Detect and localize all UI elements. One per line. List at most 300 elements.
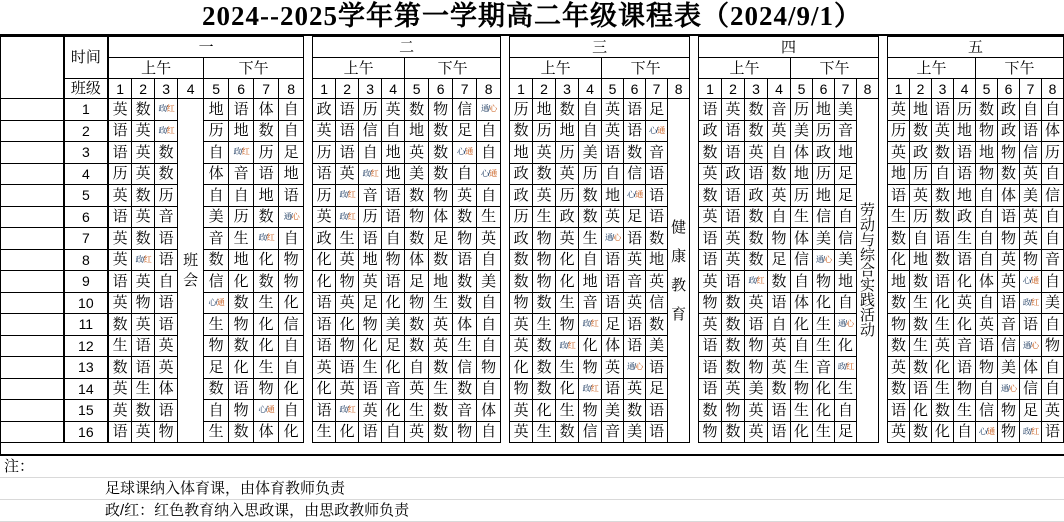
- schedule-cell[interactable]: 英: [510, 314, 533, 336]
- schedule-cell[interactable]: 英: [533, 142, 556, 164]
- schedule-cell[interactable]: 历: [887, 120, 909, 142]
- schedule-cell[interactable]: 政/红: [579, 314, 602, 336]
- schedule-cell[interactable]: 自: [279, 400, 304, 422]
- schedule-cell[interactable]: 语: [768, 421, 791, 443]
- schedule-cell[interactable]: 音: [359, 185, 382, 207]
- schedule-cell[interactable]: 化: [556, 249, 579, 271]
- schedule-cell[interactable]: 数: [997, 163, 1019, 185]
- schedule-cell[interactable]: 自: [1041, 228, 1063, 250]
- schedule-cell[interactable]: 通/心: [835, 314, 857, 336]
- schedule-cell[interactable]: 地: [791, 163, 813, 185]
- schedule-cell[interactable]: 化: [953, 271, 975, 293]
- schedule-cell[interactable]: 英: [1019, 206, 1041, 228]
- schedule-cell[interactable]: 英: [336, 378, 359, 400]
- schedule-cell[interactable]: 自: [768, 142, 791, 164]
- schedule-cell[interactable]: 政/红: [1019, 292, 1041, 314]
- schedule-cell[interactable]: 地: [429, 271, 453, 293]
- schedule-cell[interactable]: 语: [646, 206, 668, 228]
- schedule-cell[interactable]: 数: [931, 185, 953, 207]
- schedule-cell[interactable]: 化: [931, 292, 953, 314]
- schedule-cell[interactable]: 语: [722, 142, 745, 164]
- schedule-cell[interactable]: 数: [429, 120, 453, 142]
- schedule-cell[interactable]: 化: [533, 400, 556, 422]
- schedule-cell[interactable]: 语: [624, 335, 646, 357]
- class-number[interactable]: 16: [64, 421, 108, 443]
- afternoon-header[interactable]: 下午: [204, 58, 304, 79]
- schedule-cell[interactable]: 生: [132, 378, 155, 400]
- period-number-cell[interactable]: 7: [835, 79, 857, 99]
- schedule-cell[interactable]: 政/红: [579, 378, 602, 400]
- schedule-cell[interactable]: 自: [579, 120, 602, 142]
- schedule-cell[interactable]: 信: [624, 163, 646, 185]
- schedule-cell[interactable]: 通/心: [624, 357, 646, 379]
- schedule-cell[interactable]: 数: [909, 314, 931, 336]
- schedule-cell[interactable]: 英: [997, 249, 1019, 271]
- schedule-cell[interactable]: 英: [405, 378, 429, 400]
- schedule-cell[interactable]: 地: [909, 249, 931, 271]
- schedule-cell[interactable]: 数: [887, 292, 909, 314]
- schedule-cell[interactable]: 自: [931, 163, 953, 185]
- schedule-cell[interactable]: 语: [254, 163, 279, 185]
- morning-header[interactable]: 上午: [109, 58, 204, 79]
- schedule-cell[interactable]: 英: [602, 120, 624, 142]
- morning-header[interactable]: 上午: [887, 58, 975, 79]
- schedule-cell[interactable]: 物: [975, 357, 997, 379]
- schedule-cell[interactable]: 物: [997, 421, 1019, 443]
- schedule-cell[interactable]: 自: [602, 163, 624, 185]
- schedule-cell[interactable]: 物: [791, 378, 813, 400]
- schedule-cell[interactable]: 音: [835, 120, 857, 142]
- schedule-cell[interactable]: 物: [997, 400, 1019, 422]
- schedule-cell[interactable]: 体: [254, 421, 279, 443]
- schedule-cell[interactable]: 数: [887, 228, 909, 250]
- schedule-cell[interactable]: 英: [722, 228, 745, 250]
- schedule-cell[interactable]: 地: [835, 142, 857, 164]
- schedule-cell[interactable]: 自: [1041, 99, 1063, 121]
- schedule-cell[interactable]: 英: [313, 120, 336, 142]
- schedule-cell[interactable]: 语: [745, 163, 768, 185]
- class-number[interactable]: 12: [64, 335, 108, 357]
- period-number-cell[interactable]: 2: [533, 79, 556, 99]
- schedule-cell[interactable]: 自: [835, 206, 857, 228]
- schedule-cell[interactable]: 足: [624, 206, 646, 228]
- schedule-cell[interactable]: 心/通: [254, 400, 279, 422]
- schedule-cell[interactable]: 音: [768, 99, 791, 121]
- schedule-cell[interactable]: 足: [382, 335, 405, 357]
- schedule-cell[interactable]: 自: [477, 142, 501, 164]
- schedule-cell[interactable]: 历: [556, 185, 579, 207]
- empty-row-cell[interactable]: [1, 228, 64, 250]
- schedule-cell[interactable]: 地: [579, 271, 602, 293]
- schedule-cell[interactable]: 生: [429, 292, 453, 314]
- schedule-cell[interactable]: 自: [477, 335, 501, 357]
- schedule-cell[interactable]: 英: [155, 335, 178, 357]
- schedule-cell[interactable]: 数: [533, 292, 556, 314]
- schedule-cell[interactable]: 英: [132, 142, 155, 164]
- schedule-cell[interactable]: 英: [722, 249, 745, 271]
- schedule-cell[interactable]: 体: [204, 163, 229, 185]
- schedule-cell[interactable]: 音: [155, 206, 178, 228]
- schedule-cell[interactable]: 心/通: [975, 421, 997, 443]
- schedule-cell[interactable]: 语: [975, 335, 997, 357]
- schedule-cell[interactable]: 语: [313, 314, 336, 336]
- period-number-cell[interactable]: 5: [405, 79, 429, 99]
- schedule-cell[interactable]: 地: [953, 120, 975, 142]
- schedule-cell[interactable]: 数: [229, 335, 254, 357]
- schedule-cell[interactable]: 心/通: [204, 292, 229, 314]
- schedule-cell[interactable]: 英: [313, 357, 336, 379]
- schedule-cell[interactable]: 语: [602, 142, 624, 164]
- schedule-cell[interactable]: 物: [254, 378, 279, 400]
- schedule-cell[interactable]: 历: [579, 163, 602, 185]
- schedule-cell[interactable]: 英: [887, 142, 909, 164]
- schedule-cell[interactable]: 历: [359, 99, 382, 121]
- schedule-cell[interactable]: 英: [556, 228, 579, 250]
- schedule-cell[interactable]: 数: [429, 249, 453, 271]
- schedule-cell[interactable]: 英: [109, 99, 132, 121]
- schedule-cell[interactable]: 化: [909, 400, 931, 422]
- schedule-cell[interactable]: 美: [602, 400, 624, 422]
- schedule-cell[interactable]: 语: [768, 400, 791, 422]
- schedule-cell[interactable]: 物: [533, 271, 556, 293]
- schedule-cell[interactable]: 物: [556, 314, 579, 336]
- schedule-cell[interactable]: 政/红: [1019, 421, 1041, 443]
- schedule-cell[interactable]: 化: [359, 335, 382, 357]
- schedule-cell[interactable]: 自: [477, 249, 501, 271]
- schedule-cell[interactable]: 生: [835, 378, 857, 400]
- schedule-cell[interactable]: 物: [155, 421, 178, 443]
- afternoon-header[interactable]: 下午: [602, 58, 690, 79]
- schedule-cell[interactable]: 信: [204, 271, 229, 293]
- schedule-cell[interactable]: 数: [254, 206, 279, 228]
- schedule-cell[interactable]: 地: [646, 249, 668, 271]
- schedule-cell[interactable]: 数: [429, 163, 453, 185]
- schedule-cell[interactable]: 英: [887, 357, 909, 379]
- schedule-cell[interactable]: 物: [510, 378, 533, 400]
- schedule-cell[interactable]: 地: [229, 120, 254, 142]
- schedule-cell[interactable]: 语: [646, 357, 668, 379]
- schedule-cell[interactable]: 物: [722, 400, 745, 422]
- schedule-cell[interactable]: 语: [313, 335, 336, 357]
- schedule-cell[interactable]: 历: [313, 142, 336, 164]
- schedule-cell[interactable]: 英: [931, 120, 953, 142]
- schedule-cell[interactable]: 语: [279, 185, 304, 207]
- class-number[interactable]: 7: [64, 228, 108, 250]
- schedule-cell[interactable]: 语: [1041, 421, 1063, 443]
- schedule-cell[interactable]: 物: [745, 335, 768, 357]
- schedule-cell[interactable]: 语: [155, 228, 178, 250]
- schedule-cell[interactable]: 数: [510, 249, 533, 271]
- schedule-cell[interactable]: 音: [813, 357, 835, 379]
- empty-row-cell[interactable]: [1, 99, 64, 121]
- schedule-cell[interactable]: 英: [953, 292, 975, 314]
- afternoon-header[interactable]: 下午: [405, 58, 501, 79]
- schedule-cell[interactable]: 英: [745, 142, 768, 164]
- schedule-cell[interactable]: 语: [887, 185, 909, 207]
- schedule-cell[interactable]: 信: [453, 357, 477, 379]
- schedule-cell[interactable]: 语: [722, 120, 745, 142]
- schedule-cell[interactable]: 信: [646, 292, 668, 314]
- schedule-cell[interactable]: 化: [279, 292, 304, 314]
- schedule-cell[interactable]: 英: [109, 249, 132, 271]
- schedule-cell[interactable]: 音: [997, 314, 1019, 336]
- schedule-cell[interactable]: 语: [155, 292, 178, 314]
- schedule-cell[interactable]: 英: [429, 335, 453, 357]
- schedule-cell[interactable]: 物: [699, 421, 722, 443]
- schedule-cell[interactable]: 信: [975, 400, 997, 422]
- schedule-cell[interactable]: 英: [109, 378, 132, 400]
- schedule-cell[interactable]: 英: [405, 142, 429, 164]
- schedule-cell[interactable]: 政: [997, 120, 1019, 142]
- schedule-cell[interactable]: 足: [835, 185, 857, 207]
- labor-practice-column[interactable]: 劳 动 与 综 合 实 践 活 动: [857, 99, 879, 443]
- schedule-cell[interactable]: 数: [745, 120, 768, 142]
- schedule-cell[interactable]: 地: [602, 185, 624, 207]
- schedule-cell[interactable]: 数: [699, 142, 722, 164]
- schedule-cell[interactable]: 足: [204, 357, 229, 379]
- schedule-cell[interactable]: 物: [279, 271, 304, 293]
- schedule-cell[interactable]: 美: [204, 206, 229, 228]
- schedule-cell[interactable]: 历: [953, 99, 975, 121]
- schedule-cell[interactable]: 地: [279, 163, 304, 185]
- schedule-cell[interactable]: 自: [1041, 163, 1063, 185]
- schedule-cell[interactable]: 英: [382, 99, 405, 121]
- schedule-cell[interactable]: 自: [477, 421, 501, 443]
- schedule-cell[interactable]: 地: [953, 185, 975, 207]
- schedule-cell[interactable]: 自: [579, 99, 602, 121]
- schedule-cell[interactable]: 英: [699, 206, 722, 228]
- schedule-cell[interactable]: 生: [533, 421, 556, 443]
- schedule-cell[interactable]: 语: [109, 206, 132, 228]
- schedule-cell[interactable]: 语: [931, 228, 953, 250]
- schedule-cell[interactable]: 物: [1019, 249, 1041, 271]
- class-number[interactable]: 13: [64, 357, 108, 379]
- schedule-cell[interactable]: 物: [204, 335, 229, 357]
- schedule-cell[interactable]: 英: [109, 292, 132, 314]
- schedule-cell[interactable]: 英: [722, 99, 745, 121]
- schedule-cell[interactable]: 历: [813, 163, 835, 185]
- schedule-cell[interactable]: 历: [909, 206, 931, 228]
- period-number-cell[interactable]: 5: [204, 79, 229, 99]
- schedule-cell[interactable]: 化: [254, 335, 279, 357]
- schedule-cell[interactable]: 自: [279, 335, 304, 357]
- schedule-cell[interactable]: 自: [477, 120, 501, 142]
- schedule-cell[interactable]: 信: [813, 206, 835, 228]
- schedule-cell[interactable]: 化: [229, 271, 254, 293]
- schedule-cell[interactable]: 数: [453, 292, 477, 314]
- schedule-cell[interactable]: 生: [533, 206, 556, 228]
- schedule-cell[interactable]: 语: [722, 206, 745, 228]
- schedule-cell[interactable]: 语: [359, 228, 382, 250]
- schedule-cell[interactable]: 自: [204, 142, 229, 164]
- schedule-cell[interactable]: 美: [579, 142, 602, 164]
- schedule-cell[interactable]: 英: [313, 206, 336, 228]
- schedule-cell[interactable]: 信: [835, 228, 857, 250]
- schedule-cell[interactable]: 音: [453, 400, 477, 422]
- schedule-cell[interactable]: 自: [229, 185, 254, 207]
- schedule-cell[interactable]: 物: [813, 271, 835, 293]
- schedule-cell[interactable]: 美: [835, 249, 857, 271]
- schedule-cell[interactable]: 英: [624, 249, 646, 271]
- schedule-cell[interactable]: 信: [579, 421, 602, 443]
- schedule-cell[interactable]: 政: [813, 142, 835, 164]
- schedule-cell[interactable]: 物: [477, 357, 501, 379]
- schedule-cell[interactable]: 自: [1041, 378, 1063, 400]
- schedule-cell[interactable]: 自: [477, 314, 501, 336]
- schedule-cell[interactable]: 数: [699, 185, 722, 207]
- period-number-cell[interactable]: 2: [132, 79, 155, 99]
- schedule-cell[interactable]: 足: [835, 163, 857, 185]
- schedule-cell[interactable]: 语: [155, 400, 178, 422]
- schedule-cell[interactable]: 数: [624, 400, 646, 422]
- schedule-cell[interactable]: 生: [204, 421, 229, 443]
- schedule-cell[interactable]: 数: [722, 314, 745, 336]
- period-number-cell[interactable]: 3: [359, 79, 382, 99]
- period-number-cell[interactable]: 4: [579, 79, 602, 99]
- schedule-cell[interactable]: 足: [646, 378, 668, 400]
- empty-row-cell[interactable]: [1, 335, 64, 357]
- schedule-cell[interactable]: 体: [429, 206, 453, 228]
- schedule-cell[interactable]: 语: [722, 185, 745, 207]
- class-number[interactable]: 2: [64, 120, 108, 142]
- schedule-cell[interactable]: 化: [556, 271, 579, 293]
- period-number-cell[interactable]: 8: [668, 79, 690, 99]
- schedule-cell[interactable]: 信: [1019, 378, 1041, 400]
- schedule-cell[interactable]: 数: [699, 400, 722, 422]
- schedule-cell[interactable]: 数: [405, 185, 429, 207]
- schedule-cell[interactable]: 物: [953, 378, 975, 400]
- class-number[interactable]: 10: [64, 292, 108, 314]
- empty-row-cell[interactable]: [1, 163, 64, 185]
- schedule-cell[interactable]: 地: [909, 99, 931, 121]
- schedule-cell[interactable]: 体: [1041, 120, 1063, 142]
- period-number-cell[interactable]: 7: [453, 79, 477, 99]
- schedule-cell[interactable]: 历: [204, 120, 229, 142]
- schedule-cell[interactable]: 历: [813, 120, 835, 142]
- schedule-cell[interactable]: 政: [722, 163, 745, 185]
- schedule-cell[interactable]: 生: [533, 314, 556, 336]
- schedule-cell[interactable]: 地: [204, 99, 229, 121]
- schedule-cell[interactable]: 生: [953, 228, 975, 250]
- schedule-cell[interactable]: 数: [155, 142, 178, 164]
- class-meeting-column[interactable]: 班 会: [178, 99, 204, 443]
- schedule-cell[interactable]: 自: [768, 206, 791, 228]
- schedule-cell[interactable]: 语: [699, 378, 722, 400]
- schedule-cell[interactable]: 数: [722, 335, 745, 357]
- schedule-cell[interactable]: 生: [405, 400, 429, 422]
- schedule-cell[interactable]: 英: [768, 185, 791, 207]
- schedule-cell[interactable]: 音: [229, 163, 254, 185]
- period-number-cell[interactable]: 1: [699, 79, 722, 99]
- schedule-cell[interactable]: 生: [204, 314, 229, 336]
- schedule-cell[interactable]: 心/通: [646, 120, 668, 142]
- schedule-cell[interactable]: 信: [791, 249, 813, 271]
- period-number-cell[interactable]: 2: [909, 79, 931, 99]
- schedule-cell[interactable]: 数: [909, 120, 931, 142]
- schedule-cell[interactable]: 生: [254, 292, 279, 314]
- schedule-cell[interactable]: 历: [791, 99, 813, 121]
- schedule-cell[interactable]: 美: [1019, 185, 1041, 207]
- schedule-cell[interactable]: 物: [279, 249, 304, 271]
- schedule-cell[interactable]: 自: [975, 378, 997, 400]
- schedule-cell[interactable]: 数: [909, 357, 931, 379]
- schedule-cell[interactable]: 地: [229, 249, 254, 271]
- schedule-cell[interactable]: 数: [132, 400, 155, 422]
- schedule-cell[interactable]: 英: [533, 185, 556, 207]
- schedule-cell[interactable]: 生: [813, 421, 835, 443]
- schedule-cell[interactable]: 地: [510, 142, 533, 164]
- schedule-cell[interactable]: 英: [132, 271, 155, 293]
- schedule-cell[interactable]: 音: [624, 271, 646, 293]
- schedule-cell[interactable]: 地: [556, 120, 579, 142]
- schedule-cell[interactable]: 数: [768, 163, 791, 185]
- period-number-cell[interactable]: 3: [556, 79, 579, 99]
- schedule-cell[interactable]: 历: [229, 206, 254, 228]
- schedule-cell[interactable]: 化: [931, 357, 953, 379]
- schedule-cell[interactable]: 生: [931, 314, 953, 336]
- class-number[interactable]: 3: [64, 142, 108, 164]
- schedule-cell[interactable]: 政/红: [835, 357, 857, 379]
- schedule-cell[interactable]: 语: [953, 142, 975, 164]
- schedule-cell[interactable]: 足: [453, 120, 477, 142]
- schedule-cell[interactable]: 足: [835, 421, 857, 443]
- schedule-cell[interactable]: 生: [229, 228, 254, 250]
- schedule-cell[interactable]: 化: [336, 421, 359, 443]
- schedule-cell[interactable]: 英: [359, 400, 382, 422]
- schedule-cell[interactable]: 通/心: [813, 249, 835, 271]
- schedule-cell[interactable]: 语: [931, 99, 953, 121]
- schedule-cell[interactable]: 语: [997, 206, 1019, 228]
- schedule-cell[interactable]: 数: [453, 271, 477, 293]
- schedule-cell[interactable]: 数: [931, 142, 953, 164]
- schedule-cell[interactable]: 足: [405, 271, 429, 293]
- schedule-cell[interactable]: 数: [745, 228, 768, 250]
- schedule-cell[interactable]: 化: [813, 400, 835, 422]
- schedule-cell[interactable]: 数: [453, 206, 477, 228]
- schedule-cell[interactable]: 数: [722, 292, 745, 314]
- schedule-cell[interactable]: 政: [909, 142, 931, 164]
- schedule-cell[interactable]: 生: [453, 335, 477, 357]
- schedule-cell[interactable]: 数: [887, 378, 909, 400]
- schedule-cell[interactable]: 物: [229, 400, 254, 422]
- period-number-cell[interactable]: 8: [279, 79, 304, 99]
- schedule-cell[interactable]: 物: [699, 292, 722, 314]
- schedule-cell[interactable]: 政/红: [155, 120, 178, 142]
- schedule-cell[interactable]: 英: [602, 206, 624, 228]
- schedule-cell[interactable]: 语: [132, 335, 155, 357]
- schedule-cell[interactable]: 语: [953, 357, 975, 379]
- schedule-cell[interactable]: 政/红: [254, 228, 279, 250]
- schedule-cell[interactable]: 语: [155, 249, 178, 271]
- schedule-cell[interactable]: 自: [382, 228, 405, 250]
- schedule-cell[interactable]: 心/通: [1019, 271, 1041, 293]
- period-number-cell[interactable]: 1: [313, 79, 336, 99]
- schedule-cell[interactable]: 自: [155, 271, 178, 293]
- period-number-cell[interactable]: 2: [336, 79, 359, 99]
- schedule-cell[interactable]: 物: [975, 120, 997, 142]
- schedule-cell[interactable]: 英: [109, 400, 132, 422]
- schedule-cell[interactable]: 数: [909, 271, 931, 293]
- day-name-cell[interactable]: 三: [510, 37, 690, 58]
- class-number[interactable]: 15: [64, 400, 108, 422]
- schedule-cell[interactable]: 英: [510, 421, 533, 443]
- schedule-cell[interactable]: 化: [382, 357, 405, 379]
- schedule-cell[interactable]: 语: [646, 185, 668, 207]
- period-number-cell[interactable]: 6: [997, 79, 1019, 99]
- schedule-cell[interactable]: 自: [975, 228, 997, 250]
- schedule-cell[interactable]: 体: [791, 142, 813, 164]
- schedule-cell[interactable]: 生: [791, 206, 813, 228]
